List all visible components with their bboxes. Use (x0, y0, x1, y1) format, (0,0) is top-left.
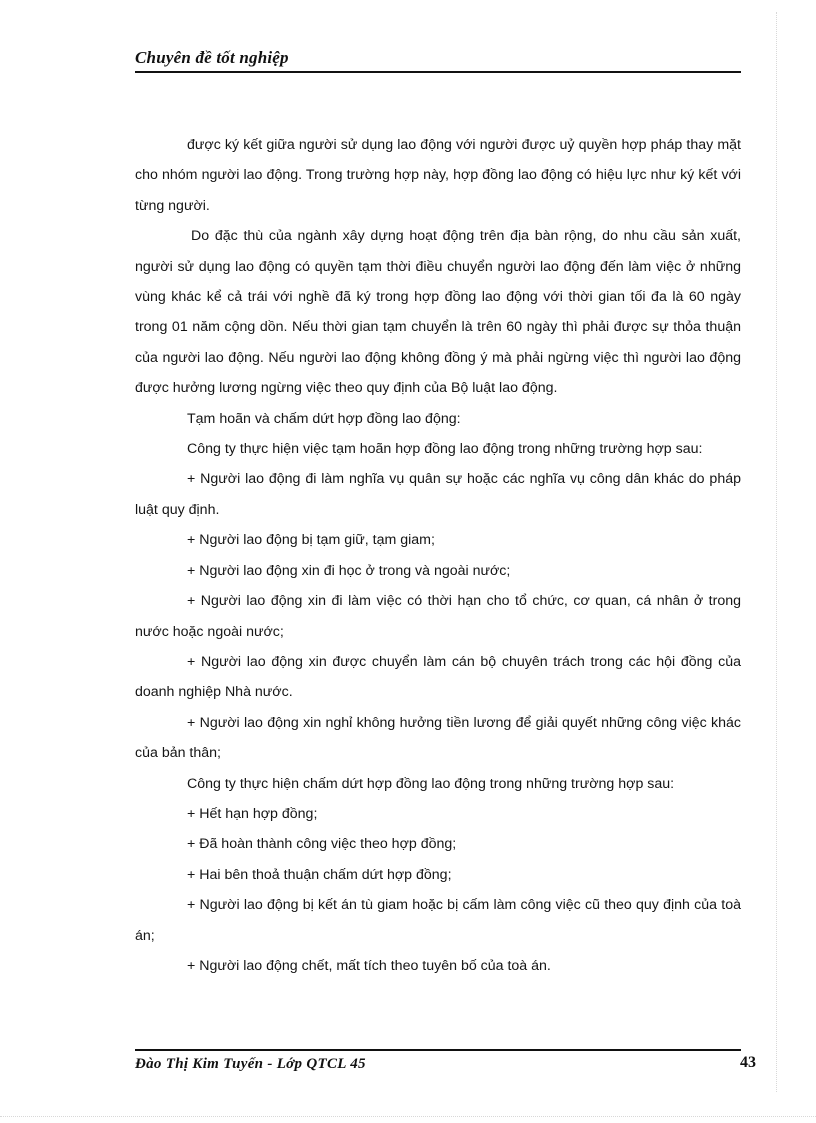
list-item: + Người lao động xin đi làm việc có thời hạn cho tổ chức, cơ quan, cá nhân ở trong nước hoặc ngoài nước; (135, 593, 741, 640)
list-item: + Người lao động chết, mất tích theo tuyên bố của toà án. (187, 957, 551, 974)
list-item: + Người lao động đi làm nghĩa vụ quân sự hoặc các nghĩa vụ công dân khác do pháp luật quy định. (135, 471, 741, 518)
paragraph: Do đặc thù của ngành xây dựng hoạt động trên địa bàn rộng, do nhu cầu sản xuất, người sử dụng lao động có quyền tạm thời điều chuyển người lao động đến làm việc ở những vùng khác kể cả trái với nghề đã ký trong hợp đồng lao động với thời gian tối đa là 60 ngày trong 01 năm cộng dồn. Nếu thời gian tạm chuyển là trên 60 ngày thì phải được sự thỏa thuận của người lao động. Nếu người lao động không đồng ý mà phải ngừng việc thì người lao động được hưởng lương ngừng việc theo quy định của Bộ luật lao động. (135, 228, 741, 397)
page-edge-right (776, 12, 777, 1092)
list-item: + Người lao động bị tạm giữ, tạm giam; (187, 532, 435, 549)
list-item: + Người lao động xin nghỉ không hưởng tiền lương để giải quyết những công việc khác của bản thân; (135, 714, 741, 762)
footer-author: Đào Thị Kim Tuyến - Lớp QTCL 45 (135, 1056, 366, 1072)
list-item: + Hai bên thoả thuận chấm dứt hợp đồng; (187, 866, 452, 883)
page-header (135, 48, 741, 73)
page-number: 43 (740, 1054, 756, 1071)
page-edge-bottom (0, 1116, 816, 1117)
list-item: + Người lao động bị kết án tù giam hoặc bị cấm làm công việc cũ theo quy định của toà án; (135, 897, 741, 944)
footer-divider (135, 1049, 741, 1051)
section-heading: Tạm hoãn và chấm dứt hợp đồng lao động: (187, 410, 461, 427)
list-item: + Người lao động xin đi học ở trong và ngoài nước; (187, 562, 511, 579)
paragraph: Công ty thực hiện việc tạm hoãn hợp đồng lao động trong những trường hợp sau: (187, 441, 703, 458)
paragraph: được ký kết giữa người sử dụng lao động với người được uỷ quyền hợp pháp thay mặt cho nhóm người lao động. Trong trường hợp này, hợp đồng lao động có hiệu lực như ký kết với từng người. (135, 137, 741, 214)
list-item: + Hết hạn hợp đồng; (187, 805, 318, 822)
header-title: Chuyên đề tốt nghiệp (135, 48, 289, 67)
paragraph: Công ty thực hiện chấm dứt hợp đồng lao động trong những trường hợp sau: (187, 775, 675, 792)
body-text (135, 130, 741, 981)
list-item: + Người lao động xin được chuyển làm cán bộ chuyên trách trong các hội đồng của doanh nghiệp Nhà nước. (135, 653, 741, 701)
list-item: + Đã hoàn thành công việc theo hợp đồng; (187, 836, 457, 853)
